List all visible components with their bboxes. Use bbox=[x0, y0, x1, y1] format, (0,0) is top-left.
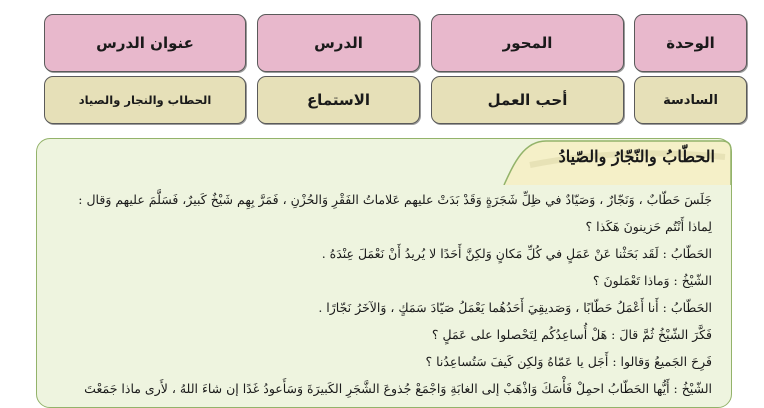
unit-value: السادسة bbox=[663, 92, 718, 108]
story-line: الشّيْخُ : وَماذا تَعْمَلونَ ؟ bbox=[592, 273, 712, 288]
lesson-title-header-label: عنوان الدرس bbox=[96, 34, 194, 52]
section-title: الحطّابُ والنّجّارُ والصّيادُ bbox=[558, 147, 715, 166]
axis-header-cell bbox=[431, 14, 624, 72]
story-line: فَرِحَ الجَميعُ وَقالوا : أَجَل يا عَمّاهُ وَلكِن كَيفَ سَتُساعِدُنا ؟ bbox=[425, 354, 712, 369]
story-line: الشّيْخُ : أَيُّها الحَطّابُ احمِلْ فَأْسَكَ وَاذْهَبْ إلى الغابَةِ وَاجْمَعْ جُذوعَ الشَّجَرِ الكَبيرَةَ وَسَأَعودُ غَدًا إن شاءَ اللهُ ، لأَرى ماذا جَمَعْتَ bbox=[84, 381, 712, 396]
story-line: جَلَسَ حَطّابٌ ، وَنَجّارٌ ، وَصَيّادٌ في ظِلِّ شَجَرَةٍ وَقَدْ بَدَتْ عليهم عَلاماتُ الفَقْرِ وَالحُزْنِ ، فَمَرَّ بِهِم شَيْخٌ كَبيرٌ، فَسَلَّمَ عليهم وَقال : bbox=[78, 192, 712, 207]
lesson-title-value: الحطاب والنجار والصياد bbox=[78, 93, 212, 107]
story-line: لِماذا أَنْتُم حَزينونَ هَكَذا ؟ bbox=[585, 219, 712, 234]
lesson-value: الاستماع bbox=[306, 91, 371, 109]
story-line: فَكَّرَ الشّيْخُ ثُمَّ قالَ : هَلْ أُساعِدُكُم لِتَحْصلوا على عَمَلٍ ؟ bbox=[431, 327, 712, 342]
lesson-title-header-cell bbox=[44, 14, 246, 72]
story-line: الحَطّابُ : لَقَد بَحَثْنا عَنْ عَمَلٍ في كُلِّ مَكانٍ وَلكِنَّ أَحَدًا لا يُريدُ أَنْ نَعْمَلَ عِنْدَهُ . bbox=[321, 246, 712, 261]
axis-value: أحب العمل bbox=[487, 91, 568, 109]
unit-header-cell bbox=[634, 14, 747, 72]
story-text bbox=[60, 186, 712, 402]
lesson-header-label: الدرس bbox=[314, 34, 363, 52]
lesson-header-cell bbox=[257, 14, 420, 72]
lesson-title-value-cell bbox=[44, 76, 246, 124]
lesson-value-cell bbox=[257, 76, 420, 124]
story-line: الحَطّابُ : أَنا أَعْمَلُ حَطّابًا ، وَصَديقِيَ أَحَدُهُما يَعْمَلُ صَيّادَ سَمَكٍ ، وَالآخَرُ نَجّارًا . bbox=[318, 300, 712, 315]
axis-header-label: المحور bbox=[502, 34, 553, 52]
unit-header-label: الوحدة bbox=[666, 34, 715, 52]
axis-value-cell bbox=[431, 76, 624, 124]
unit-value-cell bbox=[634, 76, 747, 124]
